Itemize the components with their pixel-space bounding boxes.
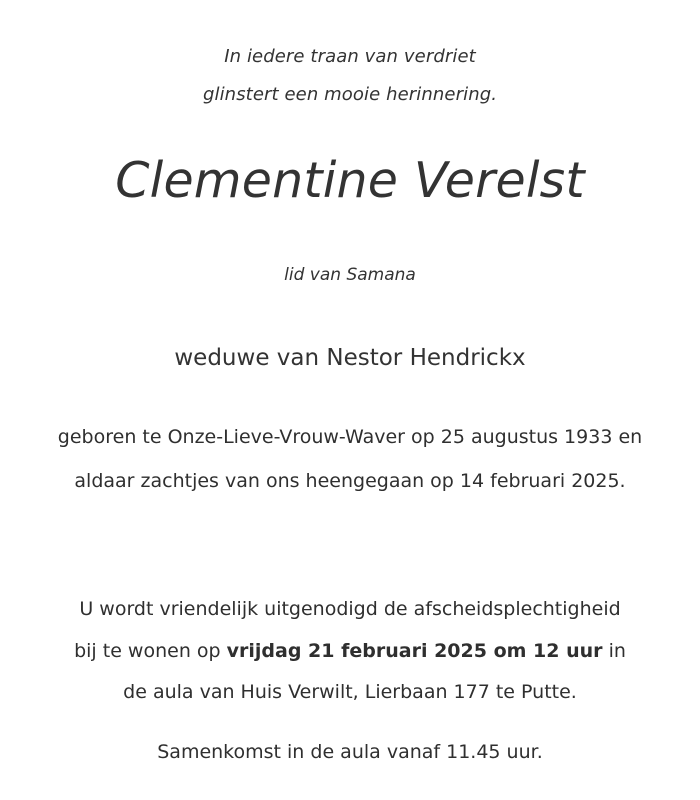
life-dates-line-1: geboren te Onze-Lieve-Vrouw-Waver op 25 augustus 1933 en (57, 426, 643, 448)
invitation-line-2-end: in (602, 640, 626, 662)
invitation-line-2-start: bij te wonen op (74, 640, 227, 662)
gathering-text: Samenkomst in de aula vanaf 11.45 uur. (157, 741, 543, 763)
motto-line-2: glinstert een mooie herinnering. (202, 84, 498, 105)
invitation-line-1: U wordt vriendelijk uitgenodigd de afscheidsplechtigheid (79, 598, 621, 620)
ceremony-location: de aula van Huis Verwilt, Lierbaan 177 te Putte. (123, 681, 577, 703)
invitation-line-2 (0, 642, 700, 661)
motto-line-1: In iedere traan van verdriet (224, 46, 476, 67)
membership-text: lid van Samana (284, 265, 416, 285)
deceased-name: Clementine Verelst (115, 152, 585, 209)
ceremony-date-time: vrijdag 21 februari 2025 om 12 uur (226, 640, 603, 662)
spouse-text: weduwe van Nestor Hendrickx (174, 345, 526, 371)
life-dates-line-2: aldaar zachtjes van ons heengegaan op 14 februari 2025. (74, 470, 626, 492)
